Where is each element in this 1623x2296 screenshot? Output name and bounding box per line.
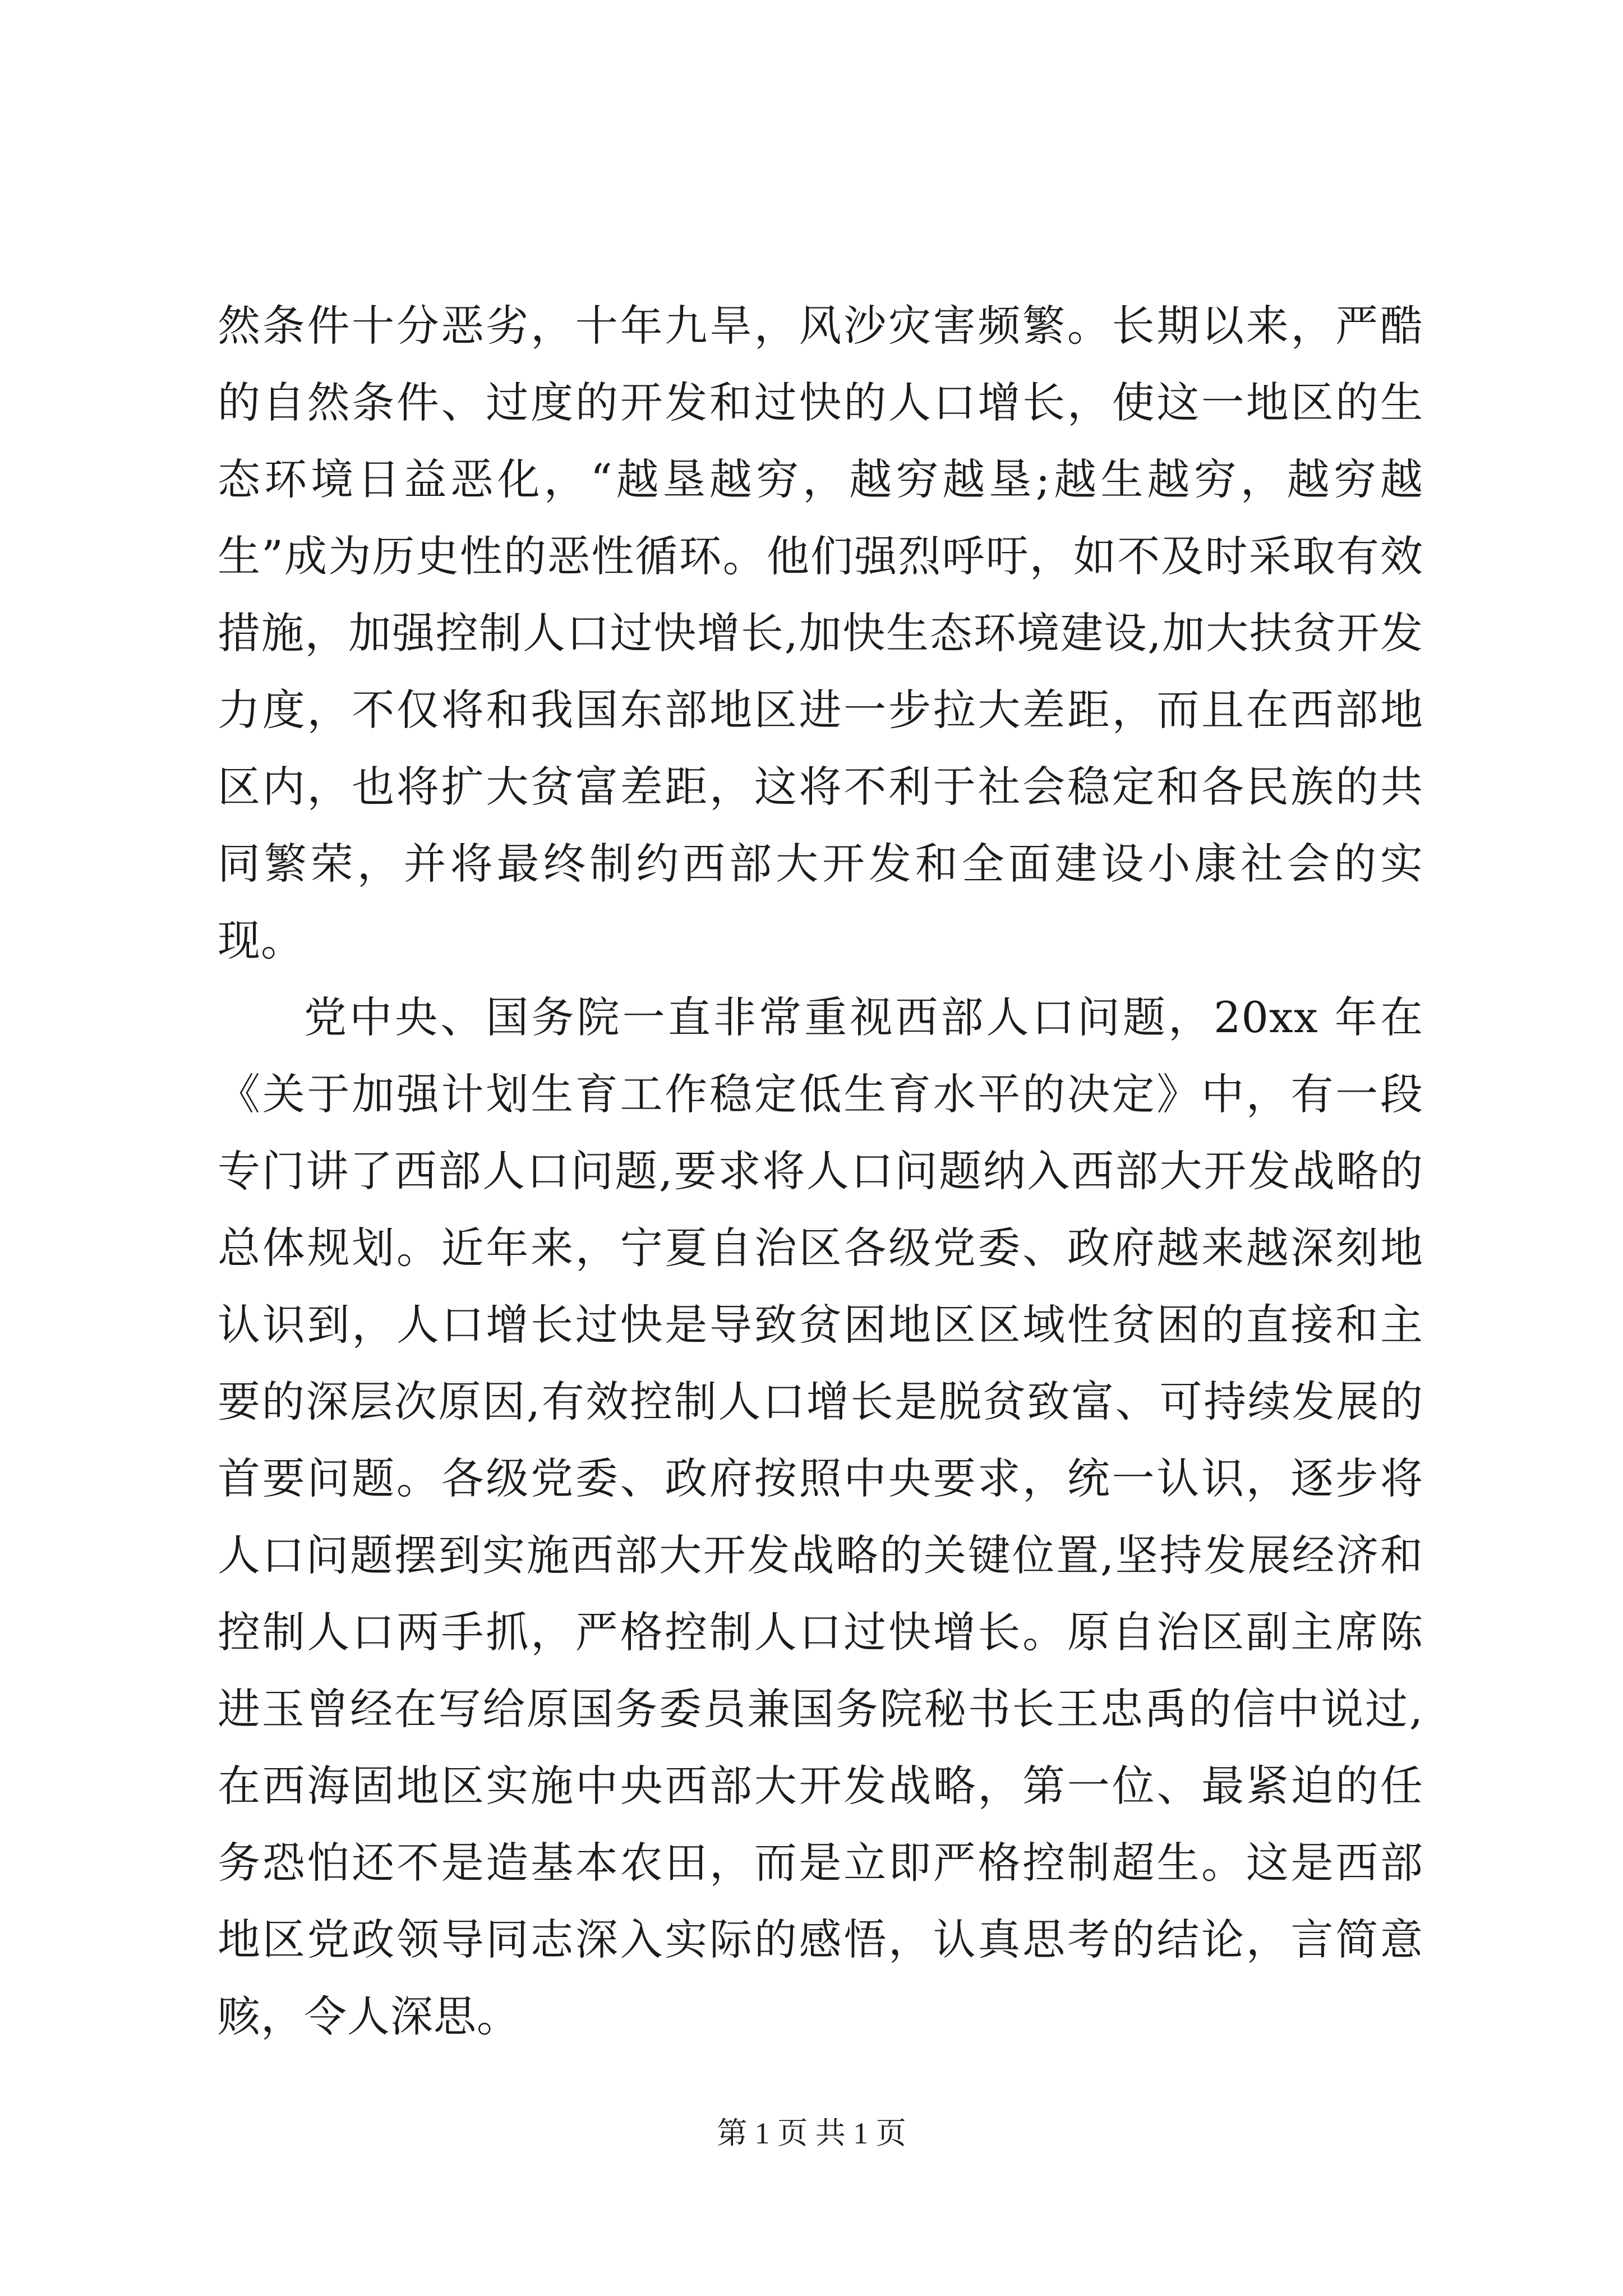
paragraph-2: 党中央、国务院一直非常重视西部人口问题，20xx 年在《关于加强计划生育工作稳定低生育水平的决定》中，有一段专门讲了西部人口问题,要求将人口问题纳入西部大开发战略的总体规划。近年来，宁夏自治区各级党委、政府越来越深刻地认识到，人口增长过快是导致贫困地区区域性贫困的直接和主要的深层次原因,有效控制人口增长是脱贫致富、可持续发展的首要问题。各级党委、政府按照中央要求，统一认识，逐步将人口问题摆到实施西部大开发战略的关键位置,坚持发展经济和控制人口两手抓，严格控制人口过快增长。原自治区副主席陈进玉曾经在写给原国务委员兼国务院秘书长王忠禹的信中说过,在西海固地区实施中央西部大开发战略，第一位、最紧迫的任务恐怕还不是造基本农田，而是立即严格控制超生。这是西部地区党政领导同志深入实际的感悟，认真思考的结论，言简意赅，令人深思。 bbox=[218, 992, 1423, 2041]
body-text bbox=[218, 287, 1423, 2055]
page-footer: 第 1 页 共 1 页 bbox=[717, 2116, 906, 2150]
paragraph-1: 然条件十分恶劣，十年九旱，风沙灾害频繁。长期以来，严酷的自然条件、过度的开发和过快的人口增长，使这一地区的生态环境日益恶化，“越垦越穷，越穷越垦;越生越穷，越穷越生”成为历史性的恶性循环。他们强烈呼吁，如不及时采取有效措施，加强控制人口过快增长,加快生态环境建设,加大扶贫开发力度，不仅将和我国东部地区进一步拉大差距，而且在西部地区内，也将扩大贫富差距，这将不利于社会稳定和各民族的共同繁荣，并将最终制约西部大开发和全面建设小康社会的实现。 bbox=[218, 301, 1423, 965]
